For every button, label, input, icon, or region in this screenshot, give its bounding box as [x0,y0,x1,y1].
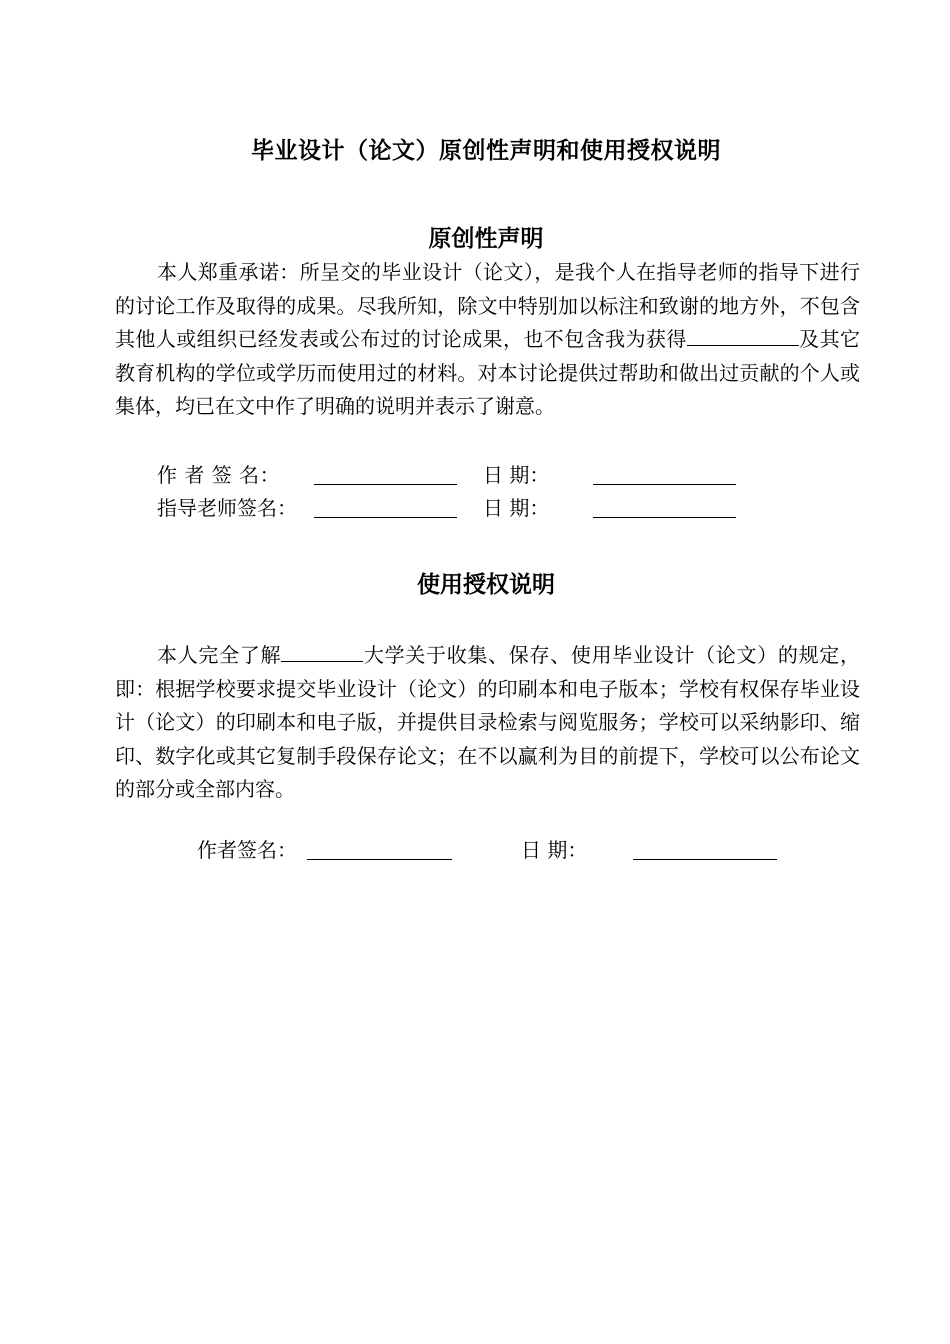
originality-statement [115,256,860,424]
originality-text-part1: 本人郑重承诺：所呈交的毕业设计（论文），是我个人在指导老师的指导下进行的讨论工作及取得的成果。尽我所知，除文中特别加以标注和致谢的地方外，不包含其他人或组织已经发表或公布过的讨论成果，也不包含我为获得 [115,260,860,351]
authorization-text-part2: 大学关于收集、保存、使用毕业设计（论文）的规定，即：根据学校要求提交毕业设计（论文）的印刷本和电子版本；学校有权保存毕业设计（论文）的印刷本和电子版，并提供目录检索与阅览服务；学校可以采纳影印、缩印、数字化或其它复制手段保存论文；在不以赢利为目的前提下，学校可以公布论文的部分或全部内容。 [115,643,861,801]
authorization-signature-row [197,835,797,865]
advisor-signature-row [157,493,757,523]
originality-heading: 原创性声明 [428,226,544,252]
institution-blank[interactable] [687,325,799,346]
author-date-label: 日 期： [483,463,550,487]
author-sign-label: 作 者 签 名： [157,463,281,487]
originality-text-part2: 及其它教育机构的学位或学历而使用过的材料。对本讨论提供过帮助和做出过贡献的个人或集体，均已在文中作了明确的说明并表示了谢意。 [115,327,861,418]
author-signature-row [157,460,757,490]
authorization-sign-line[interactable] [307,859,452,860]
author-sign-line[interactable] [314,484,457,485]
authorization-date-label: 日 期： [521,838,588,862]
advisor-date-label: 日 期： [483,496,550,520]
advisor-sign-label: 指导老师签名： [157,496,297,520]
advisor-date-line[interactable] [593,517,736,518]
author-date-line[interactable] [593,484,736,485]
authorization-sign-label: 作者签名： [197,838,297,862]
authorization-statement [115,639,860,807]
document-title: 毕业设计（论文）原创性声明和使用授权说明 [251,138,721,164]
university-blank[interactable] [281,641,363,662]
authorization-heading: 使用授权说明 [417,572,555,598]
authorization-text-part1: 本人完全了解 [157,643,282,667]
advisor-sign-line[interactable] [314,517,457,518]
authorization-date-line[interactable] [633,859,777,860]
